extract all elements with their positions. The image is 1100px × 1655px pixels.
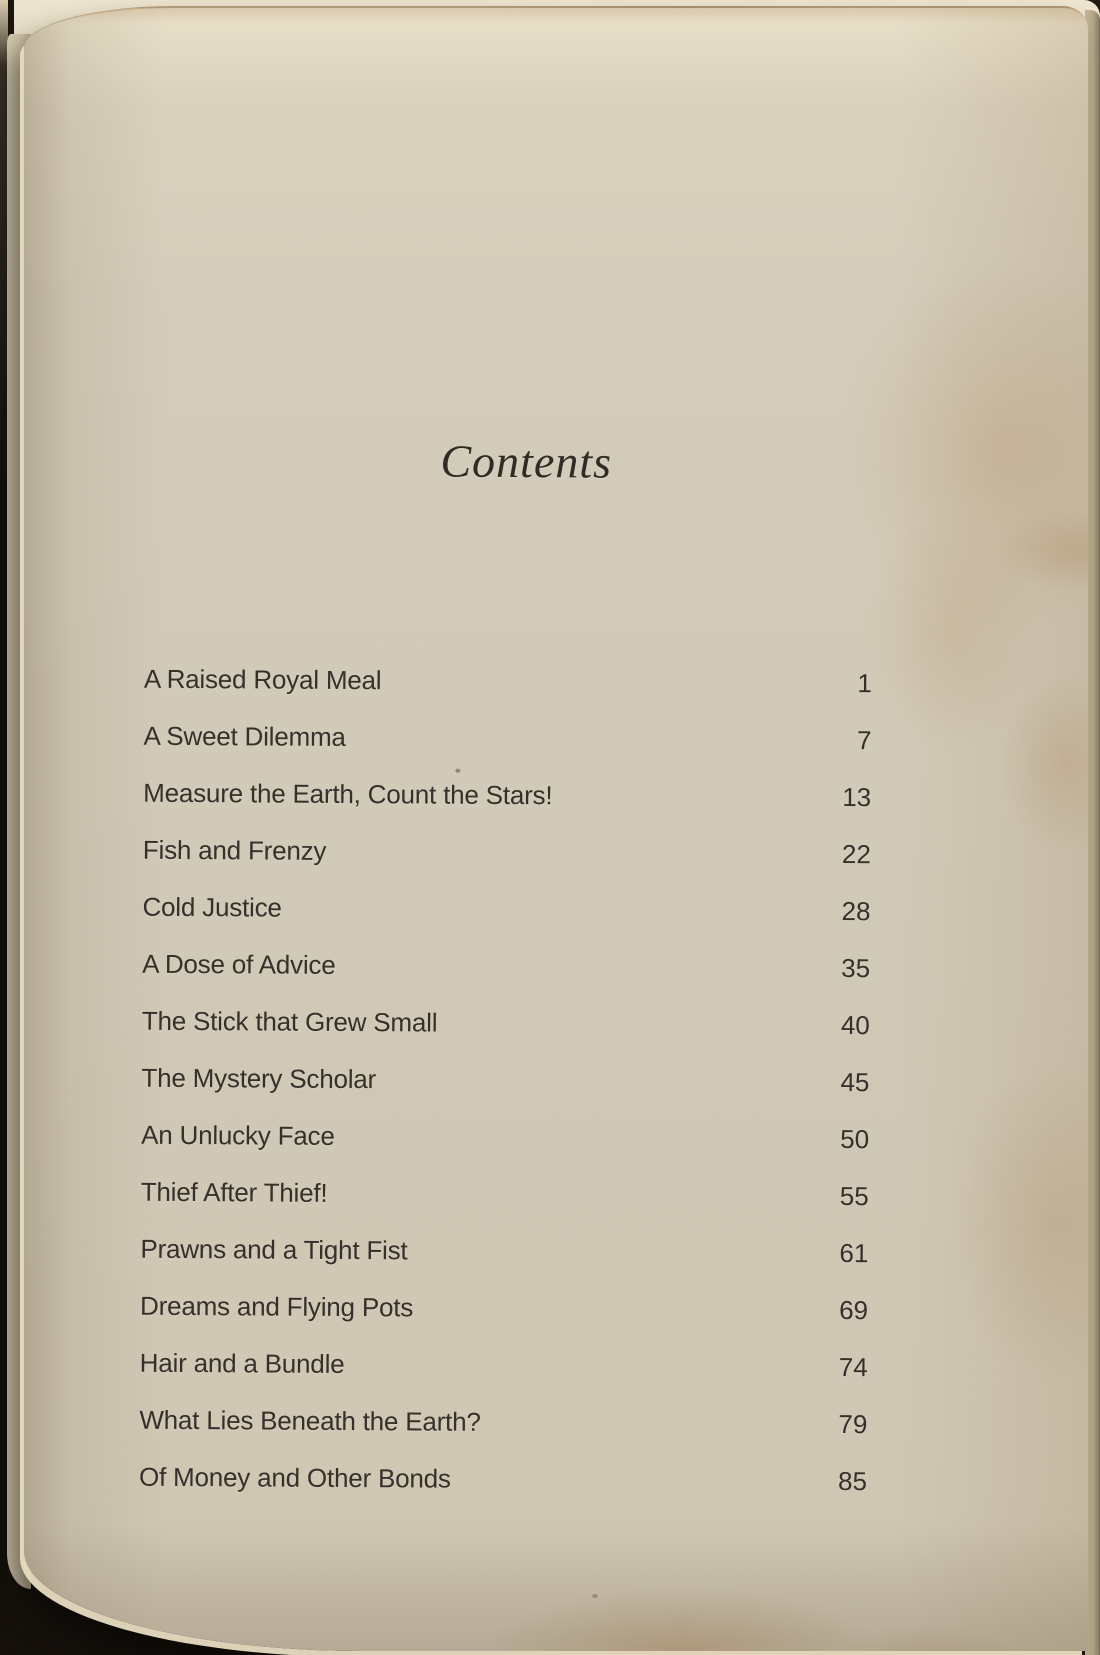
page-content [14,8,1088,1655]
toc-entry-page: 50 [840,1124,870,1155]
toc-entry-page: 74 [838,1352,868,1383]
toc-entry-title: An Unlucky Face [141,1119,335,1151]
toc-entry-title: The Mystery Scholar [141,1062,377,1095]
toc-entry [140,1221,868,1282]
toc-entry-title: What Lies Beneath the Earth? [139,1404,481,1437]
toc-entry [143,708,871,769]
toc-entry [139,1449,867,1510]
paper-speck [592,1594,598,1598]
toc-entry-page: 45 [840,1067,870,1098]
toc-entry [143,765,871,826]
toc-entry-title: Prawns and a Tight Fist [140,1233,408,1266]
toc-entry-page: 22 [841,839,871,870]
toc-entry-title: Fish and Frenzy [142,834,327,866]
toc-entry [141,1164,869,1225]
toc-entry-title: A Raised Royal Meal [143,663,382,696]
toc-entry-page: 28 [841,896,871,927]
toc-entry [139,1392,867,1453]
toc-entry-title: Dreams and Flying Pots [139,1290,414,1323]
toc-entry-title: The Stick that Grew Small [141,1005,438,1038]
toc-entry [144,651,872,712]
toc-entry-title: A Sweet Dilemma [143,720,346,752]
book-page [24,6,1088,1651]
toc-entry [143,822,871,883]
toc-entry [141,1050,869,1111]
toc-entry-title: Of Money and Other Bonds [138,1461,451,1494]
toc-entry-page: 85 [838,1466,868,1497]
toc-entry [141,1107,869,1168]
toc-list [139,651,872,1510]
toc-entry [140,1278,868,1339]
toc-entry-title: Measure the Earth, Count the Stars! [143,777,553,811]
toc-entry [142,993,870,1054]
contents-title: Contents [440,435,613,488]
toc-entry [142,879,870,940]
toc-entry-page: 7 [856,725,872,756]
toc-entry-title: Thief After Thief! [140,1176,328,1208]
toc-entry-page: 69 [839,1295,869,1326]
toc-entry-page: 35 [841,953,871,984]
toc-entry-title: Hair and a Bundle [139,1347,345,1379]
toc-entry-page: 79 [838,1409,868,1440]
toc-entry-page: 61 [839,1238,869,1269]
toc-entry-page: 55 [839,1181,869,1212]
toc-entry-page: 13 [842,782,872,813]
paper-speck [455,769,460,773]
toc-entry [142,936,870,997]
toc-entry-page: 40 [840,1010,870,1041]
toc-entry-title: Cold Justice [142,891,282,923]
toc-entry-title: A Dose of Advice [142,948,336,980]
toc-entry-page: 1 [857,668,872,699]
toc-entry [140,1335,868,1396]
